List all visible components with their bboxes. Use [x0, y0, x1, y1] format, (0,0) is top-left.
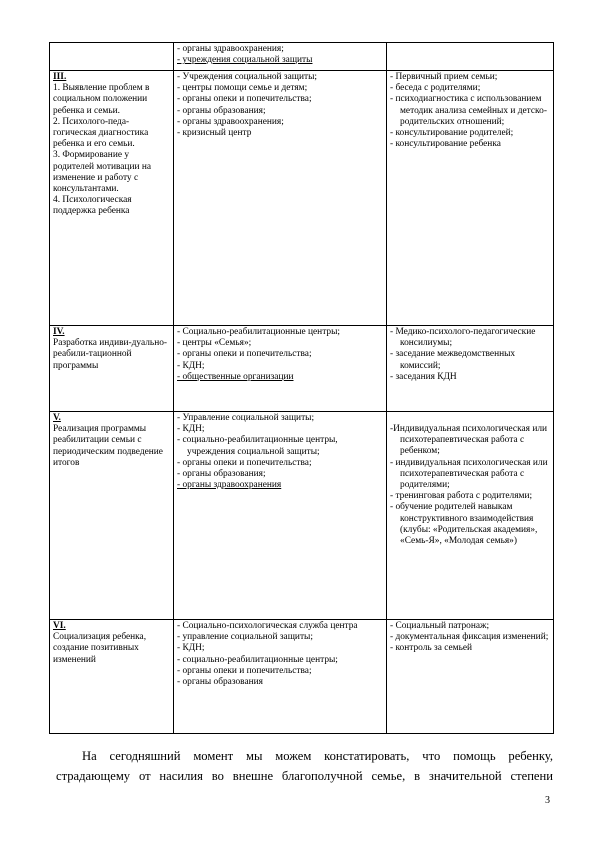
body-paragraph: [56, 746, 553, 786]
institution-item: - органы опеки и попечительства;: [177, 457, 312, 468]
activities-cell: [387, 71, 554, 326]
stage-description: Социализация ребенка, создание позитивных изменений: [53, 632, 147, 665]
institution-item: - органы здравоохранения;: [177, 116, 284, 127]
activity-item: - психодиагностика с использованием методик анализа семейных и детско-родительских отношений;: [390, 94, 547, 127]
activities-cell: [387, 326, 554, 412]
institution-item: - социально-реабилитационные центры, учреждения социальной защиты;: [177, 435, 338, 457]
institution-item: - центры помощи семье и детям;: [177, 83, 308, 94]
activity-item: - консультирование родителей;: [390, 128, 514, 139]
stage-cell: [50, 412, 174, 620]
institution-item: - органы образования: [177, 677, 263, 688]
stage-number: III.: [53, 72, 67, 82]
institution-item: - социально-реабилитационные центры;: [177, 654, 338, 665]
stage-cell: [50, 43, 174, 71]
institution-item: - органы здравоохранения: [177, 480, 282, 491]
paragraph-line-2: страдающему от насилия во внешне благополучной семье, в значительной степени: [56, 769, 553, 783]
institution-item: - Учреждения социальной защиты;: [177, 72, 318, 82]
activity-item: - обучение родителей навыкам конструктивного взаимодействия (клубы: «Родительская академия», «Семь-Я», «Молодая семья»): [390, 502, 538, 547]
table-row: [50, 326, 554, 412]
institution-item: - Социально-реабилитационные центры;: [177, 327, 341, 337]
institution-item: - органы здравоохранения;: [177, 44, 284, 54]
activities-cell: [387, 412, 554, 620]
activity-item: - беседа с родителями;: [390, 83, 481, 94]
stage-number: VI.: [53, 621, 66, 631]
activity-item: -Индивидуальная психологическая или психотерапевтическая работа с ребенком;: [390, 424, 548, 457]
stages-table: [49, 42, 554, 734]
activity-item: - заседания КДН: [390, 371, 457, 382]
institutions-cell: [174, 412, 387, 620]
institution-item: - Социально-психологическая служба центра: [177, 621, 358, 631]
stage-cell: [50, 326, 174, 412]
activity-item: - Медико-психолого-педагогические консилиумы;: [390, 327, 536, 349]
institution-item: - Управление социальной защиты;: [177, 413, 315, 423]
institution-item: - КДН;: [177, 424, 205, 435]
activity-item: - тренинговая работа с родителями;: [390, 491, 533, 502]
activities-cell: [387, 620, 554, 734]
institution-item: - органы опеки и попечительства;: [177, 94, 312, 105]
institutions-cell: [174, 71, 387, 326]
stage-description: 4. Психологическая поддержка ребенка: [53, 195, 132, 217]
stage-cell: [50, 71, 174, 326]
institutions-cell: [174, 43, 387, 71]
activity-item: - контроль за семьей: [390, 643, 473, 654]
activity-item: - индивидуальная психологическая или психотерапевтическая работа с родителями;: [390, 457, 548, 491]
activity-item: - документальная фиксация изменений;: [390, 632, 549, 643]
institution-item: - центры «Семья»;: [177, 338, 252, 349]
stage-description: 3. Формирование у родителей мотивации на изменение и работу с консультантами.: [53, 150, 151, 195]
table-row: [50, 620, 554, 734]
institution-item: - органы образования;: [177, 469, 266, 480]
stage-description: 1. Выявление проблем в социальном положении ребенка и семьи.: [53, 83, 150, 116]
institution-item: - учреждения социальной защиты: [177, 55, 313, 66]
paragraph-line-1: На сегодняшний момент мы можем констатировать, что помощь ребенку,: [82, 749, 553, 763]
table-row: [50, 412, 554, 620]
stage-cell: [50, 620, 174, 734]
stage-description: 2. Психолого-педа-гогическая диагностика ребенка и его семьи.: [53, 116, 149, 150]
stage-description: Реализация программы реабилитации семьи с периодическим подведение итогов: [53, 424, 163, 468]
stage-number: V.: [53, 413, 61, 423]
page-number: 3: [545, 795, 550, 806]
activity-item: - консультирование ребенка: [390, 139, 501, 150]
institutions-cell: [174, 326, 387, 412]
stage-description: Разработка индиви-дуально-реабили-тационной программы: [53, 338, 168, 371]
institution-item: - органы опеки и попечительства;: [177, 665, 312, 676]
stage-number: IV.: [53, 327, 65, 337]
institutions-cell: [174, 620, 387, 734]
institution-item: - органы образования;: [177, 105, 266, 116]
table-row: [50, 43, 554, 71]
activities-cell: [387, 43, 554, 71]
institution-item: - общественные организации: [177, 371, 294, 382]
activity-item: - Социальный патронаж;: [390, 621, 490, 631]
activity-item: - Первичный прием семьи;: [390, 72, 498, 82]
institution-item: - органы опеки и попечительства;: [177, 349, 312, 360]
table-row: [50, 71, 554, 326]
institution-item: - КДН;: [177, 643, 205, 654]
institution-item: - кризисный центр: [177, 128, 252, 139]
institution-item: - КДН;: [177, 360, 205, 371]
institution-item: - управление социальной защиты;: [177, 632, 313, 643]
activity-item: - заседание межведомственных комиссий;: [390, 349, 516, 371]
